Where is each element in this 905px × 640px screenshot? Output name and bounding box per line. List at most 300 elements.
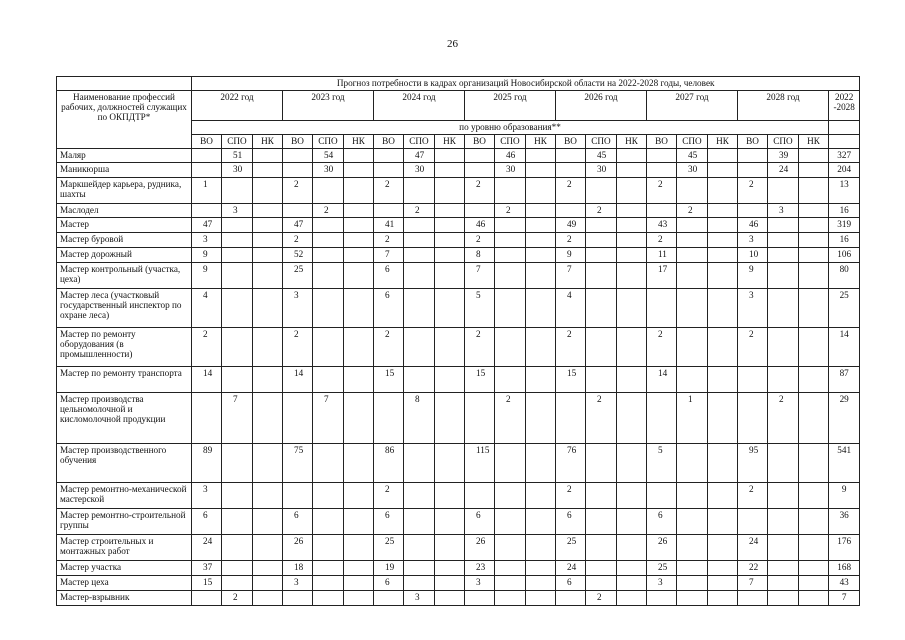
- value-cell: 95: [738, 444, 768, 483]
- total-cell: 106: [829, 248, 860, 263]
- value-cell: [708, 263, 738, 289]
- value-cell: [222, 444, 253, 483]
- total-header: 2022 -2028: [829, 91, 860, 121]
- value-cell: [768, 328, 799, 367]
- value-cell: [344, 576, 374, 591]
- value-cell: 49: [556, 218, 586, 233]
- empty-cell: [829, 121, 860, 135]
- value-cell: [283, 163, 313, 178]
- value-cell: [708, 204, 738, 218]
- value-cell: [465, 149, 495, 163]
- value-cell: 43: [647, 218, 677, 233]
- value-cell: 47: [192, 218, 222, 233]
- value-cell: [799, 509, 829, 535]
- value-cell: 9: [192, 248, 222, 263]
- value-cell: [344, 591, 374, 606]
- value-cell: [617, 367, 647, 393]
- year-header: 2027 год: [647, 91, 738, 121]
- value-cell: 1: [677, 393, 708, 444]
- profession-name-cell: Мастер леса (участковый государственный инспектор по охране леса): [57, 289, 192, 328]
- value-cell: 86: [374, 444, 404, 483]
- total-cell: 36: [829, 509, 860, 535]
- value-cell: [192, 149, 222, 163]
- value-cell: 8: [465, 248, 495, 263]
- value-cell: 2: [192, 328, 222, 367]
- value-cell: [586, 328, 617, 367]
- value-cell: [404, 328, 435, 367]
- value-cell: [677, 218, 708, 233]
- total-cell: 80: [829, 263, 860, 289]
- value-cell: [799, 233, 829, 248]
- value-cell: [435, 483, 465, 509]
- value-cell: [586, 483, 617, 509]
- value-cell: 6: [374, 289, 404, 328]
- value-cell: 30: [404, 163, 435, 178]
- value-cell: [253, 591, 283, 606]
- year-header: 2024 год: [374, 91, 465, 121]
- value-cell: 3: [738, 233, 768, 248]
- value-cell: [344, 367, 374, 393]
- value-cell: [738, 393, 768, 444]
- value-cell: [435, 263, 465, 289]
- value-cell: [283, 393, 313, 444]
- value-cell: [708, 149, 738, 163]
- table-row: [57, 535, 860, 561]
- empty-corner-cell: [57, 77, 192, 91]
- value-cell: 19: [374, 561, 404, 576]
- value-cell: 17: [647, 263, 677, 289]
- value-cell: [374, 149, 404, 163]
- value-cell: [617, 393, 647, 444]
- value-cell: [435, 248, 465, 263]
- table-row: [57, 263, 860, 289]
- value-cell: 2: [374, 233, 404, 248]
- value-cell: [768, 263, 799, 289]
- value-cell: [708, 178, 738, 204]
- value-cell: [526, 218, 556, 233]
- value-cell: 2: [374, 483, 404, 509]
- profession-name-cell: Мастер цеха: [57, 576, 192, 591]
- value-cell: [374, 204, 404, 218]
- value-cell: [495, 218, 526, 233]
- value-cell: [404, 444, 435, 483]
- value-cell: 2: [283, 178, 313, 204]
- value-cell: [313, 561, 344, 576]
- value-cell: [799, 204, 829, 218]
- value-cell: [708, 561, 738, 576]
- value-cell: [344, 263, 374, 289]
- value-cell: [677, 591, 708, 606]
- value-cell: [708, 218, 738, 233]
- value-cell: [435, 509, 465, 535]
- value-cell: [313, 483, 344, 509]
- value-cell: [435, 289, 465, 328]
- value-cell: 26: [283, 535, 313, 561]
- value-cell: [526, 576, 556, 591]
- value-cell: 15: [465, 367, 495, 393]
- value-cell: [495, 233, 526, 248]
- value-cell: 6: [192, 509, 222, 535]
- value-cell: [647, 483, 677, 509]
- value-cell: [253, 328, 283, 367]
- value-cell: 24: [738, 535, 768, 561]
- year-header: 2025 год: [465, 91, 556, 121]
- value-cell: [495, 509, 526, 535]
- value-cell: 5: [465, 289, 495, 328]
- value-cell: [222, 263, 253, 289]
- value-cell: [253, 233, 283, 248]
- value-cell: [799, 218, 829, 233]
- value-cell: 25: [556, 535, 586, 561]
- profession-name-cell: Маникюрша: [57, 163, 192, 178]
- education-level-header: СПО: [586, 135, 617, 149]
- value-cell: [344, 204, 374, 218]
- value-cell: [465, 483, 495, 509]
- total-cell: 13: [829, 178, 860, 204]
- value-cell: 3: [283, 576, 313, 591]
- value-cell: [344, 328, 374, 367]
- table-row: [57, 483, 860, 509]
- education-level-header: НК: [344, 135, 374, 149]
- value-cell: [435, 591, 465, 606]
- value-cell: [708, 393, 738, 444]
- education-level-caption: по уровню образования**: [192, 121, 829, 135]
- value-cell: [526, 444, 556, 483]
- value-cell: [617, 163, 647, 178]
- table-row: [57, 178, 860, 204]
- value-cell: 52: [283, 248, 313, 263]
- value-cell: 2: [495, 393, 526, 444]
- value-cell: [222, 535, 253, 561]
- value-cell: [768, 367, 799, 393]
- value-cell: [222, 483, 253, 509]
- value-cell: [617, 248, 647, 263]
- value-cell: 25: [374, 535, 404, 561]
- value-cell: [799, 328, 829, 367]
- value-cell: [617, 576, 647, 591]
- value-cell: [192, 204, 222, 218]
- profession-name-cell: Маляр: [57, 149, 192, 163]
- value-cell: 2: [768, 393, 799, 444]
- value-cell: [465, 163, 495, 178]
- value-cell: 2: [677, 204, 708, 218]
- value-cell: [344, 509, 374, 535]
- value-cell: 26: [647, 535, 677, 561]
- value-cell: [617, 444, 647, 483]
- total-cell: 43: [829, 576, 860, 591]
- value-cell: [708, 444, 738, 483]
- value-cell: [435, 561, 465, 576]
- value-cell: 3: [192, 483, 222, 509]
- table-row: [57, 367, 860, 393]
- value-cell: [677, 561, 708, 576]
- value-cell: [738, 367, 768, 393]
- profession-name-cell: Мастер производства цельномолочной и кисломолочной продукции: [57, 393, 192, 444]
- value-cell: [708, 576, 738, 591]
- value-cell: 15: [556, 367, 586, 393]
- value-cell: [586, 535, 617, 561]
- value-cell: [617, 483, 647, 509]
- value-cell: [586, 248, 617, 263]
- value-cell: [222, 218, 253, 233]
- value-cell: 2: [738, 328, 768, 367]
- total-cell: 7: [829, 591, 860, 606]
- value-cell: 24: [192, 535, 222, 561]
- total-cell: 204: [829, 163, 860, 178]
- value-cell: [344, 178, 374, 204]
- value-cell: [283, 204, 313, 218]
- value-cell: 41: [374, 218, 404, 233]
- value-cell: [799, 444, 829, 483]
- value-cell: [708, 535, 738, 561]
- value-cell: [495, 289, 526, 328]
- value-cell: [586, 263, 617, 289]
- value-cell: [708, 591, 738, 606]
- value-cell: 30: [586, 163, 617, 178]
- value-cell: [344, 248, 374, 263]
- value-cell: [344, 163, 374, 178]
- value-cell: [526, 328, 556, 367]
- value-cell: 11: [647, 248, 677, 263]
- value-cell: 75: [283, 444, 313, 483]
- total-cell: 541: [829, 444, 860, 483]
- value-cell: [253, 367, 283, 393]
- value-cell: 2: [374, 328, 404, 367]
- value-cell: [708, 328, 738, 367]
- value-cell: 9: [556, 248, 586, 263]
- value-cell: [677, 535, 708, 561]
- table-row: [57, 289, 860, 328]
- value-cell: [677, 483, 708, 509]
- value-cell: [253, 576, 283, 591]
- education-level-header: ВО: [374, 135, 404, 149]
- value-cell: [617, 204, 647, 218]
- value-cell: [313, 218, 344, 233]
- value-cell: [799, 163, 829, 178]
- value-cell: [404, 367, 435, 393]
- value-cell: [344, 561, 374, 576]
- value-cell: [708, 367, 738, 393]
- value-cell: 7: [556, 263, 586, 289]
- education-level-header: НК: [708, 135, 738, 149]
- value-cell: [617, 149, 647, 163]
- value-cell: [465, 591, 495, 606]
- value-cell: [253, 263, 283, 289]
- value-cell: [799, 591, 829, 606]
- value-cell: [677, 263, 708, 289]
- value-cell: [768, 289, 799, 328]
- value-cell: [708, 233, 738, 248]
- value-cell: [222, 178, 253, 204]
- value-cell: 2: [556, 178, 586, 204]
- value-cell: [435, 163, 465, 178]
- value-cell: 3: [222, 204, 253, 218]
- value-cell: [586, 509, 617, 535]
- value-cell: 15: [192, 576, 222, 591]
- table-row: [57, 218, 860, 233]
- value-cell: [435, 444, 465, 483]
- value-cell: [556, 163, 586, 178]
- value-cell: 2: [465, 178, 495, 204]
- value-cell: [526, 204, 556, 218]
- value-cell: [253, 289, 283, 328]
- education-level-header: НК: [799, 135, 829, 149]
- value-cell: [617, 218, 647, 233]
- value-cell: [435, 535, 465, 561]
- value-cell: [556, 393, 586, 444]
- value-cell: 2: [556, 328, 586, 367]
- value-cell: [677, 289, 708, 328]
- value-cell: 46: [465, 218, 495, 233]
- value-cell: [617, 289, 647, 328]
- value-cell: [617, 591, 647, 606]
- value-cell: 22: [738, 561, 768, 576]
- profession-name-cell: Мастер по ремонту транспорта: [57, 367, 192, 393]
- value-cell: [222, 328, 253, 367]
- value-cell: [647, 591, 677, 606]
- value-cell: 7: [313, 393, 344, 444]
- education-level-header: СПО: [313, 135, 344, 149]
- table-body: [57, 149, 860, 606]
- value-cell: [344, 289, 374, 328]
- value-cell: 30: [222, 163, 253, 178]
- value-cell: [526, 483, 556, 509]
- value-cell: 2: [647, 233, 677, 248]
- table-row: [57, 233, 860, 248]
- value-cell: [617, 233, 647, 248]
- value-cell: [708, 289, 738, 328]
- value-cell: [283, 149, 313, 163]
- value-cell: [404, 509, 435, 535]
- value-cell: [374, 393, 404, 444]
- value-cell: 37: [192, 561, 222, 576]
- value-cell: [374, 591, 404, 606]
- value-cell: [313, 263, 344, 289]
- total-cell: 29: [829, 393, 860, 444]
- value-cell: [526, 233, 556, 248]
- value-cell: 14: [283, 367, 313, 393]
- value-cell: 7: [465, 263, 495, 289]
- value-cell: [526, 163, 556, 178]
- value-cell: 23: [465, 561, 495, 576]
- value-cell: 54: [313, 149, 344, 163]
- value-cell: [435, 218, 465, 233]
- value-cell: [556, 149, 586, 163]
- value-cell: [768, 178, 799, 204]
- value-cell: [222, 248, 253, 263]
- value-cell: [495, 535, 526, 561]
- value-cell: [677, 328, 708, 367]
- total-cell: 327: [829, 149, 860, 163]
- value-cell: 2: [313, 204, 344, 218]
- value-cell: 115: [465, 444, 495, 483]
- value-cell: [768, 535, 799, 561]
- profession-name-cell: Мастер-взрывник: [57, 591, 192, 606]
- value-cell: [586, 576, 617, 591]
- value-cell: [404, 535, 435, 561]
- value-cell: [344, 218, 374, 233]
- value-cell: 5: [647, 444, 677, 483]
- value-cell: [404, 178, 435, 204]
- value-cell: [617, 561, 647, 576]
- value-cell: 46: [738, 218, 768, 233]
- profession-name-cell: Мастер контрольный (участка, цеха): [57, 263, 192, 289]
- total-cell: 319: [829, 218, 860, 233]
- table-row: [57, 328, 860, 367]
- total-cell: 16: [829, 233, 860, 248]
- table-row: [57, 591, 860, 606]
- value-cell: [435, 204, 465, 218]
- value-cell: 25: [647, 561, 677, 576]
- value-cell: [617, 509, 647, 535]
- table-row: [57, 576, 860, 591]
- education-level-header: НК: [435, 135, 465, 149]
- value-cell: [677, 509, 708, 535]
- value-cell: [404, 561, 435, 576]
- value-cell: [768, 483, 799, 509]
- value-cell: [586, 233, 617, 248]
- value-cell: [526, 535, 556, 561]
- table-header: [57, 77, 860, 149]
- empty-cell: [829, 135, 860, 149]
- value-cell: 8: [404, 393, 435, 444]
- value-cell: [253, 204, 283, 218]
- education-level-header: НК: [617, 135, 647, 149]
- value-cell: 2: [647, 178, 677, 204]
- value-cell: [799, 576, 829, 591]
- value-cell: 1: [192, 178, 222, 204]
- total-cell: 25: [829, 289, 860, 328]
- education-level-header: ВО: [192, 135, 222, 149]
- value-cell: [495, 367, 526, 393]
- value-cell: 30: [313, 163, 344, 178]
- value-cell: 9: [192, 263, 222, 289]
- value-cell: [404, 289, 435, 328]
- profession-name-cell: Маркшейдер карьера, рудника, шахты: [57, 178, 192, 204]
- value-cell: 6: [374, 263, 404, 289]
- table-row: [57, 204, 860, 218]
- value-cell: [344, 393, 374, 444]
- value-cell: 10: [738, 248, 768, 263]
- value-cell: [313, 178, 344, 204]
- forecast-title: Прогноз потребности в кадрах организаций Новосибирской области на 2022-2028 годы, человек: [192, 77, 860, 91]
- value-cell: [253, 163, 283, 178]
- profession-name-cell: Мастер: [57, 218, 192, 233]
- table-row: [57, 509, 860, 535]
- value-cell: 3: [768, 204, 799, 218]
- year-header: 2026 год: [556, 91, 647, 121]
- value-cell: [526, 367, 556, 393]
- education-level-header: ВО: [465, 135, 495, 149]
- value-cell: 2: [465, 328, 495, 367]
- value-cell: [617, 328, 647, 367]
- value-cell: 45: [586, 149, 617, 163]
- value-cell: [799, 248, 829, 263]
- profession-name-cell: Мастер строительных и монтажных работ: [57, 535, 192, 561]
- value-cell: [495, 483, 526, 509]
- value-cell: [647, 204, 677, 218]
- value-cell: 89: [192, 444, 222, 483]
- value-cell: [253, 535, 283, 561]
- value-cell: [617, 535, 647, 561]
- value-cell: [495, 444, 526, 483]
- year-header: 2028 год: [738, 91, 829, 121]
- value-cell: [222, 367, 253, 393]
- value-cell: 2: [556, 483, 586, 509]
- value-cell: [495, 561, 526, 576]
- value-cell: [708, 509, 738, 535]
- value-cell: 6: [647, 509, 677, 535]
